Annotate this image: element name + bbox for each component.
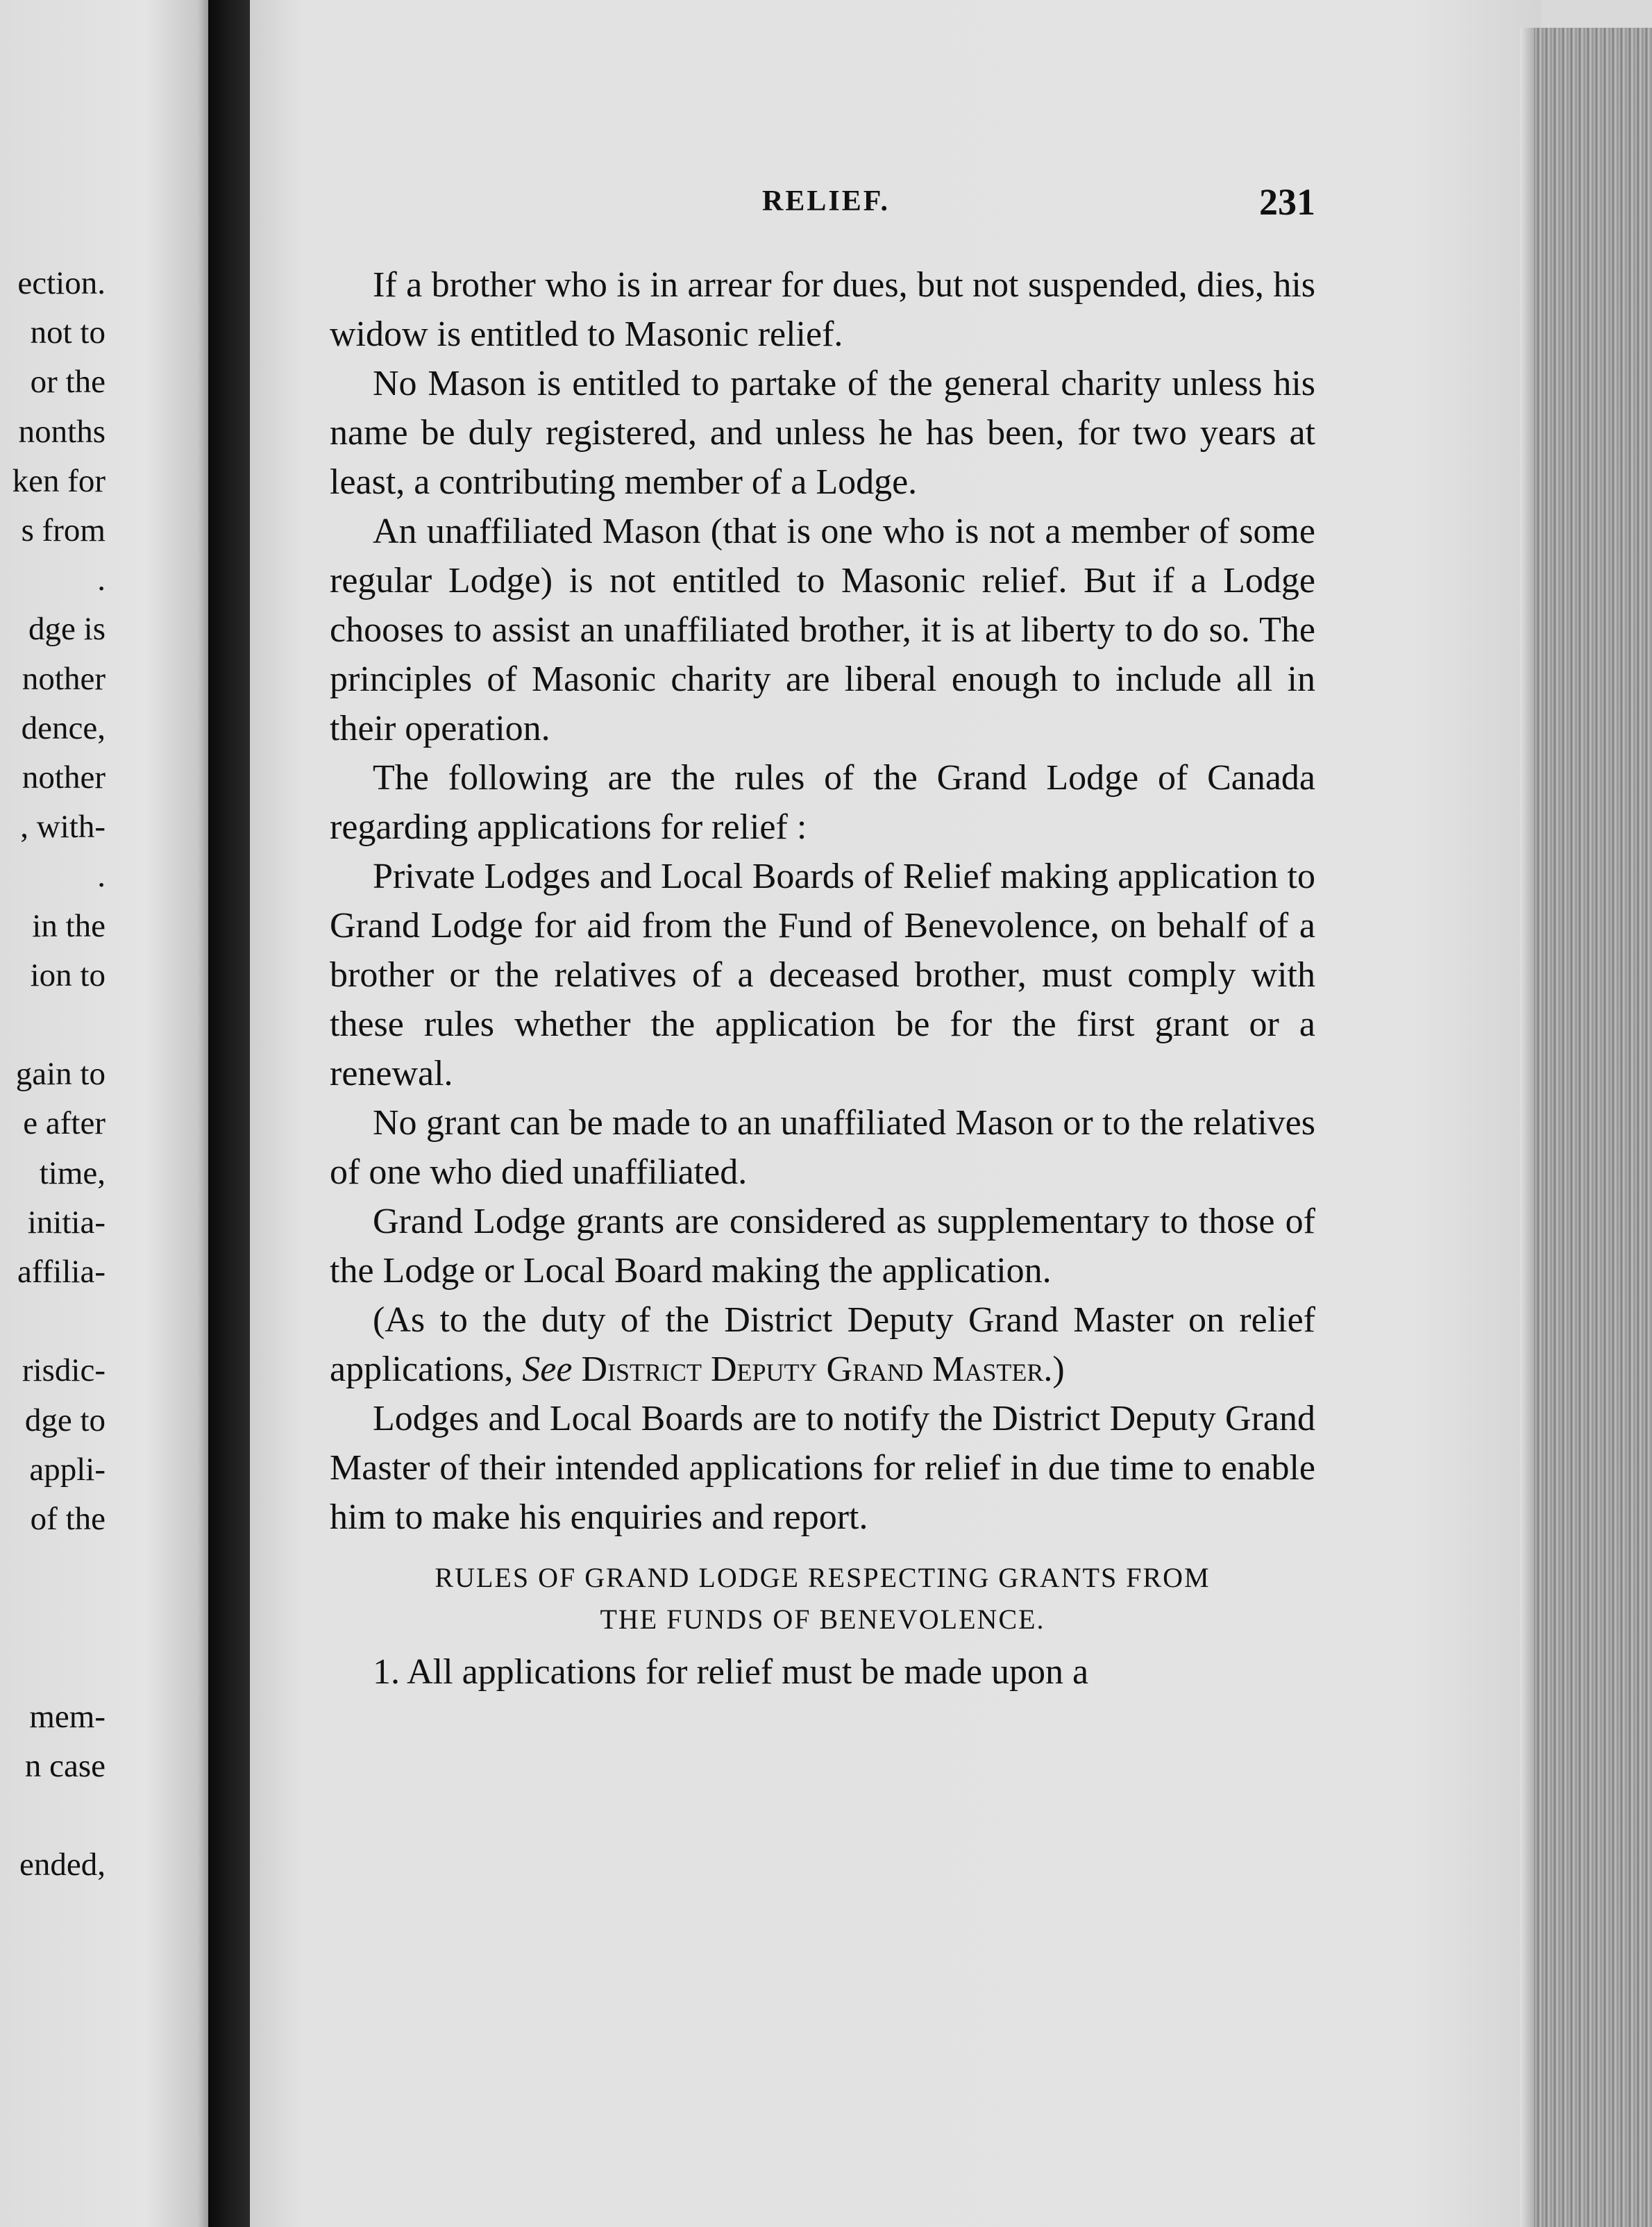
cross-reference-text: (As to the duty of the District Deputy Grand Master on relief applications, xyxy=(330,1300,1315,1389)
paragraph: No Mason is entitled to partake of the general charity unless his name be duly registered, and unless he has been, for two years at least, a contributing member of a Lodge. xyxy=(330,364,1315,502)
rule-1: 1. All applications for relief must be made upon a xyxy=(373,1652,1089,1692)
left-page-line: ection. xyxy=(17,265,106,301)
left-page-line: affilia- xyxy=(17,1254,106,1290)
left-page-line: of the xyxy=(30,1501,106,1537)
cross-reference-close: ) xyxy=(1052,1350,1065,1389)
paragraph: Private Lodges and Local Boards of Relief making application to Grand Lodge for aid from the Fund of Benevolence, on behalf of a brother or the relatives of a deceased brother, must comply with these rules whether the application be for the first grant or a renewal. xyxy=(330,857,1315,1093)
left-page-line: ion to xyxy=(30,957,106,993)
left-page-line: , with- xyxy=(20,809,106,846)
left-page-line: nonths xyxy=(18,413,106,450)
left-page-line: . xyxy=(97,858,106,895)
left-page-line: risdic- xyxy=(22,1352,106,1389)
left-page-line: appli- xyxy=(29,1451,106,1488)
paragraph: Lodges and Local Boards are to notify the District Deputy Grand Master of their intended applications for relief in due time to enable him to make his enquiries and report. xyxy=(330,1399,1315,1537)
paragraph: An unaffiliated Mason (that is one who is not a member of some regular Lodge) is not entitled to Masonic relief. But if a Lodge chooses to assist an unaffiliated brother, it is at liberty to do so. The principles of Masonic charity are liberal enough to include all in their operation. xyxy=(330,512,1315,748)
cross-reference-paragraph xyxy=(330,1295,1315,1394)
paragraph: No grant can be made to an unaffiliated Mason or to the relatives of one who died unaffiliated. xyxy=(330,1103,1315,1192)
left-page-line: or the xyxy=(30,364,106,401)
page-edges xyxy=(1534,28,1652,2227)
running-head: RELIEF. xyxy=(761,185,891,217)
left-page-line: ended, xyxy=(19,1847,106,1883)
see-italic: See xyxy=(522,1350,573,1389)
left-facing-page xyxy=(0,0,208,2227)
left-page-line: initia- xyxy=(27,1204,106,1241)
left-page-line: nother xyxy=(22,759,106,796)
left-page-line: time, xyxy=(39,1154,106,1191)
left-page-line: in the xyxy=(32,907,106,944)
paragraph: If a brother who is in arrear for dues, but not suspended, dies, his widow is entitled to Masonic relief. xyxy=(330,265,1315,354)
rules-heading-line-1: RULES OF GRAND LODGE RESPECTING GRANTS FROM xyxy=(435,1562,1211,1593)
paragraph: The following are the rules of the Grand Lodge of Canada regarding applications for relief : xyxy=(330,758,1315,847)
book-gutter xyxy=(208,0,250,2227)
left-page-line: not to xyxy=(30,314,106,351)
left-page-line: e after xyxy=(23,1105,106,1142)
left-page-line: nother xyxy=(22,660,106,697)
rules-heading-line-2: THE FUNDS OF BENEVOLENCE. xyxy=(600,1604,1045,1635)
paragraph: Grand Lodge grants are considered as supplementary to those of the Lodge or Local Board making the application. xyxy=(330,1202,1315,1291)
left-page-line: gain to xyxy=(15,1056,106,1093)
cross-reference-target: District Deputy Grand Master. xyxy=(581,1350,1053,1389)
page-header xyxy=(337,181,1315,229)
rules-heading xyxy=(330,1557,1315,1640)
left-page-line: ken for xyxy=(12,462,106,499)
left-page-line: dge is xyxy=(28,611,106,648)
left-page-line: dence, xyxy=(21,709,106,746)
left-page-line: . xyxy=(97,562,106,598)
left-page-line: s from xyxy=(21,512,106,548)
left-page-line: n case xyxy=(24,1748,106,1784)
body-text xyxy=(330,260,1315,1697)
left-page-line: dge to xyxy=(24,1402,106,1438)
left-page-line: mem- xyxy=(29,1698,106,1735)
page-number: 231 xyxy=(1259,181,1315,223)
